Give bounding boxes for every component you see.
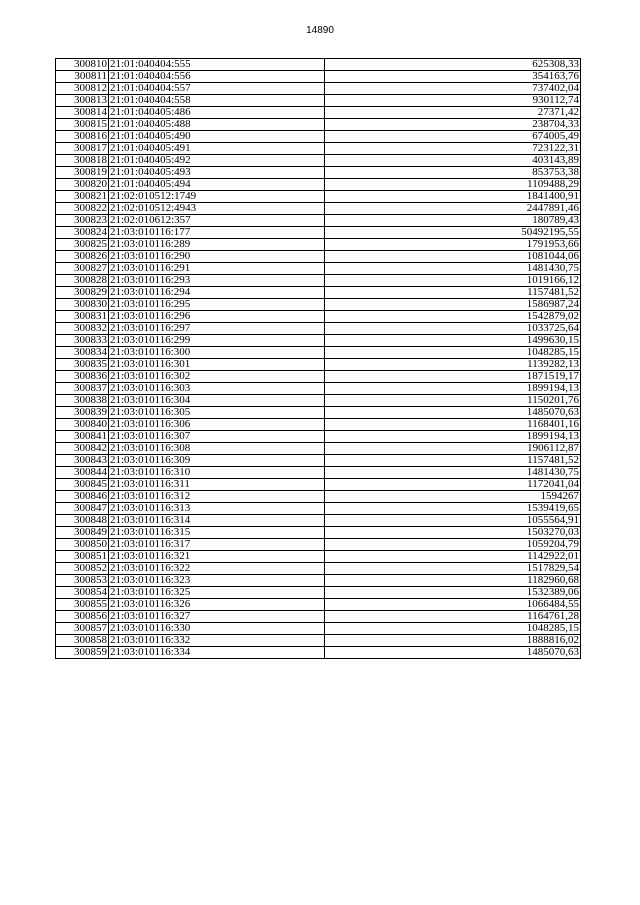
- cadastral-value-cell: 1485070,63: [325, 407, 581, 419]
- row-number-cell: 300822: [56, 203, 109, 215]
- row-number-cell: 300852: [56, 563, 109, 575]
- table-row: [56, 551, 581, 563]
- cadastral-value-cell: 1888816,02: [325, 635, 581, 647]
- table-row: [56, 383, 581, 395]
- cadastral-value-cell: 853753,38: [325, 167, 581, 179]
- cadastral-number-cell: 21:03:010116:294: [109, 287, 325, 299]
- cadastral-value-cell: 1172041,04: [325, 479, 581, 491]
- cadastral-value-cell: 27371,42: [325, 107, 581, 119]
- table-row: [56, 251, 581, 263]
- table-row: [56, 371, 581, 383]
- row-number-cell: 300849: [56, 527, 109, 539]
- table-row: [56, 323, 581, 335]
- cadastral-value-cell: 1899194,13: [325, 383, 581, 395]
- cadastral-value-cell: 1055564,91: [325, 515, 581, 527]
- cadastral-number-cell: 21:01:040404:558: [109, 95, 325, 107]
- cadastral-value-cell: 1048285,15: [325, 623, 581, 635]
- row-number-cell: 300853: [56, 575, 109, 587]
- row-number-cell: 300851: [56, 551, 109, 563]
- cadastral-value-cell: 930112,74: [325, 95, 581, 107]
- cadastral-number-cell: 21:01:040404:555: [109, 59, 325, 71]
- cadastral-number-cell: 21:03:010116:327: [109, 611, 325, 623]
- cadastral-value-cell: 1481430,75: [325, 467, 581, 479]
- table-row: [56, 287, 581, 299]
- cadastral-value-cell: 2447891,46: [325, 203, 581, 215]
- cadastral-number-cell: 21:01:040404:557: [109, 83, 325, 95]
- table-row: [56, 611, 581, 623]
- table-row: [56, 131, 581, 143]
- table-row: [56, 455, 581, 467]
- page-number: 14890: [306, 25, 334, 36]
- cadastral-number-cell: 21:03:010116:312: [109, 491, 325, 503]
- table-row: [56, 431, 581, 443]
- cadastral-number-cell: 21:03:010116:177: [109, 227, 325, 239]
- row-number-cell: 300825: [56, 239, 109, 251]
- row-number-cell: 300856: [56, 611, 109, 623]
- cadastral-value-cell: 625308,33: [325, 59, 581, 71]
- cadastral-number-cell: 21:03:010116:317: [109, 539, 325, 551]
- cadastral-number-cell: 21:03:010116:323: [109, 575, 325, 587]
- cadastral-number-cell: 21:03:010116:305: [109, 407, 325, 419]
- cadastral-value-cell: 180789,43: [325, 215, 581, 227]
- row-number-cell: 300819: [56, 167, 109, 179]
- table-row: [56, 443, 581, 455]
- cadastral-number-cell: 21:03:010116:304: [109, 395, 325, 407]
- cadastral-value-cell: 1150201,76: [325, 395, 581, 407]
- table-row: [56, 563, 581, 575]
- row-number-cell: 300815: [56, 119, 109, 131]
- row-number-cell: 300841: [56, 431, 109, 443]
- cadastral-number-cell: 21:03:010116:334: [109, 647, 325, 659]
- cadastral-value-cell: 1871519,17: [325, 371, 581, 383]
- row-number-cell: 300830: [56, 299, 109, 311]
- cadastral-value-cell: 1059204,79: [325, 539, 581, 551]
- table-row: [56, 167, 581, 179]
- row-number-cell: 300820: [56, 179, 109, 191]
- cadastral-number-cell: 21:03:010116:321: [109, 551, 325, 563]
- table-row: [56, 107, 581, 119]
- cadastral-value-cell: 1539419,65: [325, 503, 581, 515]
- cadastral-number-cell: 21:03:010116:301: [109, 359, 325, 371]
- cadastral-value-cell: 1142922,01: [325, 551, 581, 563]
- cadastral-value-cell: 1906112,87: [325, 443, 581, 455]
- cadastral-value-cell: 1899194,13: [325, 431, 581, 443]
- cadastral-number-cell: 21:03:010116:306: [109, 419, 325, 431]
- cadastral-number-cell: 21:01:040405:493: [109, 167, 325, 179]
- row-number-cell: 300854: [56, 587, 109, 599]
- table-row: [56, 539, 581, 551]
- row-number-cell: 300845: [56, 479, 109, 491]
- cadastral-number-cell: 21:03:010116:295: [109, 299, 325, 311]
- table-row: [56, 527, 581, 539]
- row-number-cell: 300837: [56, 383, 109, 395]
- table-row: [56, 95, 581, 107]
- cadastral-number-cell: 21:01:040405:486: [109, 107, 325, 119]
- row-number-cell: 300833: [56, 335, 109, 347]
- cadastral-number-cell: 21:03:010116:311: [109, 479, 325, 491]
- cadastral-value-cell: 1182960,68: [325, 575, 581, 587]
- row-number-cell: 300831: [56, 311, 109, 323]
- table-row: [56, 467, 581, 479]
- cadastral-number-cell: 21:03:010116:313: [109, 503, 325, 515]
- row-number-cell: 300810: [56, 59, 109, 71]
- cadastral-value-cell: 1503270,03: [325, 527, 581, 539]
- row-number-cell: 300817: [56, 143, 109, 155]
- row-number-cell: 300813: [56, 95, 109, 107]
- cadastral-number-cell: 21:01:040404:556: [109, 71, 325, 83]
- cadastral-value-cell: 1481430,75: [325, 263, 581, 275]
- table-row: [56, 599, 581, 611]
- row-number-cell: 300824: [56, 227, 109, 239]
- table-body: [56, 59, 581, 659]
- table-row: [56, 419, 581, 431]
- cadastral-number-cell: 21:03:010116:310: [109, 467, 325, 479]
- cadastral-number-cell: 21:03:010116:325: [109, 587, 325, 599]
- table-row: [56, 359, 581, 371]
- cadastral-number-cell: 21:01:040405:490: [109, 131, 325, 143]
- row-number-cell: 300857: [56, 623, 109, 635]
- row-number-cell: 300843: [56, 455, 109, 467]
- cadastral-number-cell: 21:01:040405:494: [109, 179, 325, 191]
- cadastral-value-cell: 1791953,66: [325, 239, 581, 251]
- cadastral-number-cell: 21:03:010116:297: [109, 323, 325, 335]
- table-row: [56, 515, 581, 527]
- row-number-cell: 300846: [56, 491, 109, 503]
- cadastral-value-cell: 1164761,28: [325, 611, 581, 623]
- cadastral-number-cell: 21:03:010116:293: [109, 275, 325, 287]
- cadastral-number-cell: 21:02:010512:4943: [109, 203, 325, 215]
- cadastral-value-cell: 50492195,55: [325, 227, 581, 239]
- cadastral-value-cell: 1139282,13: [325, 359, 581, 371]
- cadastral-number-cell: 21:03:010116:296: [109, 311, 325, 323]
- row-number-cell: 300832: [56, 323, 109, 335]
- table-row: [56, 239, 581, 251]
- table-row: [56, 347, 581, 359]
- cadastral-number-cell: 21:03:010116:303: [109, 383, 325, 395]
- table-row: [56, 179, 581, 191]
- table-row: [56, 203, 581, 215]
- cadastral-value-cell: 1532389,06: [325, 587, 581, 599]
- table-row: [56, 227, 581, 239]
- row-number-cell: 300848: [56, 515, 109, 527]
- table-row: [56, 635, 581, 647]
- table-row: [56, 587, 581, 599]
- cadastral-number-cell: 21:03:010116:330: [109, 623, 325, 635]
- cadastral-number-cell: 21:03:010116:289: [109, 239, 325, 251]
- table-row: [56, 575, 581, 587]
- row-number-cell: 300826: [56, 251, 109, 263]
- row-number-cell: 300814: [56, 107, 109, 119]
- cadastral-number-cell: 21:03:010116:315: [109, 527, 325, 539]
- table-row: [56, 83, 581, 95]
- cadastral-value-cell: 1586987,24: [325, 299, 581, 311]
- cadastral-value-cell: 737402,04: [325, 83, 581, 95]
- cadastral-number-cell: 21:01:040405:492: [109, 155, 325, 167]
- row-number-cell: 300838: [56, 395, 109, 407]
- table-row: [56, 191, 581, 203]
- row-number-cell: 300828: [56, 275, 109, 287]
- row-number-cell: 300823: [56, 215, 109, 227]
- table-row: [56, 299, 581, 311]
- table-row: [56, 407, 581, 419]
- cadastral-value-cell: 238704,33: [325, 119, 581, 131]
- cadastral-number-cell: 21:03:010116:300: [109, 347, 325, 359]
- row-number-cell: 300840: [56, 419, 109, 431]
- table-row: [56, 503, 581, 515]
- cadastral-value-cell: 1066484,55: [325, 599, 581, 611]
- cadastral-number-cell: 21:03:010116:332: [109, 635, 325, 647]
- row-number-cell: 300844: [56, 467, 109, 479]
- cadastral-number-cell: 21:03:010116:314: [109, 515, 325, 527]
- cadastral-number-cell: 21:03:010116:308: [109, 443, 325, 455]
- row-number-cell: 300850: [56, 539, 109, 551]
- row-number-cell: 300835: [56, 359, 109, 371]
- table-row: [56, 395, 581, 407]
- table-row: [56, 479, 581, 491]
- cadastral-value-cell: 1594267: [325, 491, 581, 503]
- row-number-cell: 300829: [56, 287, 109, 299]
- cadastral-value-cell: 354163,76: [325, 71, 581, 83]
- cadastral-number-cell: 21:03:010116:291: [109, 263, 325, 275]
- cadastral-value-cell: 1157481,52: [325, 455, 581, 467]
- table-row: [56, 647, 581, 659]
- cadastral-number-cell: 21:03:010116:307: [109, 431, 325, 443]
- table-row: [56, 311, 581, 323]
- cadastral-number-cell: 21:03:010116:309: [109, 455, 325, 467]
- table-row: [56, 119, 581, 131]
- cadastral-value-cell: 1517829,54: [325, 563, 581, 575]
- row-number-cell: 300812: [56, 83, 109, 95]
- cadastral-value-cell: 1168401,16: [325, 419, 581, 431]
- table-row: [56, 263, 581, 275]
- row-number-cell: 300811: [56, 71, 109, 83]
- cadastral-number-cell: 21:03:010116:290: [109, 251, 325, 263]
- row-number-cell: 300827: [56, 263, 109, 275]
- table-row: [56, 155, 581, 167]
- row-number-cell: 300859: [56, 647, 109, 659]
- cadastral-number-cell: 21:03:010116:326: [109, 599, 325, 611]
- row-number-cell: 300836: [56, 371, 109, 383]
- cadastral-value-cell: 1841400,91: [325, 191, 581, 203]
- cadastral-value-cell: 1033725,64: [325, 323, 581, 335]
- cadastral-value-table: [55, 58, 581, 659]
- cadastral-value-cell: 1081044,06: [325, 251, 581, 263]
- cadastral-number-cell: 21:02:010612:357: [109, 215, 325, 227]
- row-number-cell: 300858: [56, 635, 109, 647]
- table-row: [56, 335, 581, 347]
- cadastral-value-cell: 1157481,52: [325, 287, 581, 299]
- cadastral-value-cell: 1499630,15: [325, 335, 581, 347]
- row-number-cell: 300855: [56, 599, 109, 611]
- row-number-cell: 300818: [56, 155, 109, 167]
- cadastral-value-cell: 1109488,29: [325, 179, 581, 191]
- cadastral-value-cell: 1542879,02: [325, 311, 581, 323]
- row-number-cell: 300847: [56, 503, 109, 515]
- cadastral-number-cell: 21:03:010116:299: [109, 335, 325, 347]
- row-number-cell: 300839: [56, 407, 109, 419]
- table-row: [56, 59, 581, 71]
- table-row: [56, 491, 581, 503]
- row-number-cell: 300842: [56, 443, 109, 455]
- cadastral-value-cell: 674005,49: [325, 131, 581, 143]
- row-number-cell: 300834: [56, 347, 109, 359]
- table-row: [56, 215, 581, 227]
- table-row: [56, 71, 581, 83]
- cadastral-value-cell: 1019166,12: [325, 275, 581, 287]
- cadastral-number-cell: 21:01:040405:491: [109, 143, 325, 155]
- cadastral-value-cell: 1048285,15: [325, 347, 581, 359]
- cadastral-value-cell: 403143,89: [325, 155, 581, 167]
- row-number-cell: 300821: [56, 191, 109, 203]
- cadastral-value-cell: 1485070,63: [325, 647, 581, 659]
- table-row: [56, 275, 581, 287]
- row-number-cell: 300816: [56, 131, 109, 143]
- cadastral-number-cell: 21:03:010116:322: [109, 563, 325, 575]
- table-row: [56, 623, 581, 635]
- table-row: [56, 143, 581, 155]
- cadastral-number-cell: 21:03:010116:302: [109, 371, 325, 383]
- cadastral-value-cell: 723122,31: [325, 143, 581, 155]
- cadastral-number-cell: 21:02:010512:1749: [109, 191, 325, 203]
- cadastral-number-cell: 21:01:040405:488: [109, 119, 325, 131]
